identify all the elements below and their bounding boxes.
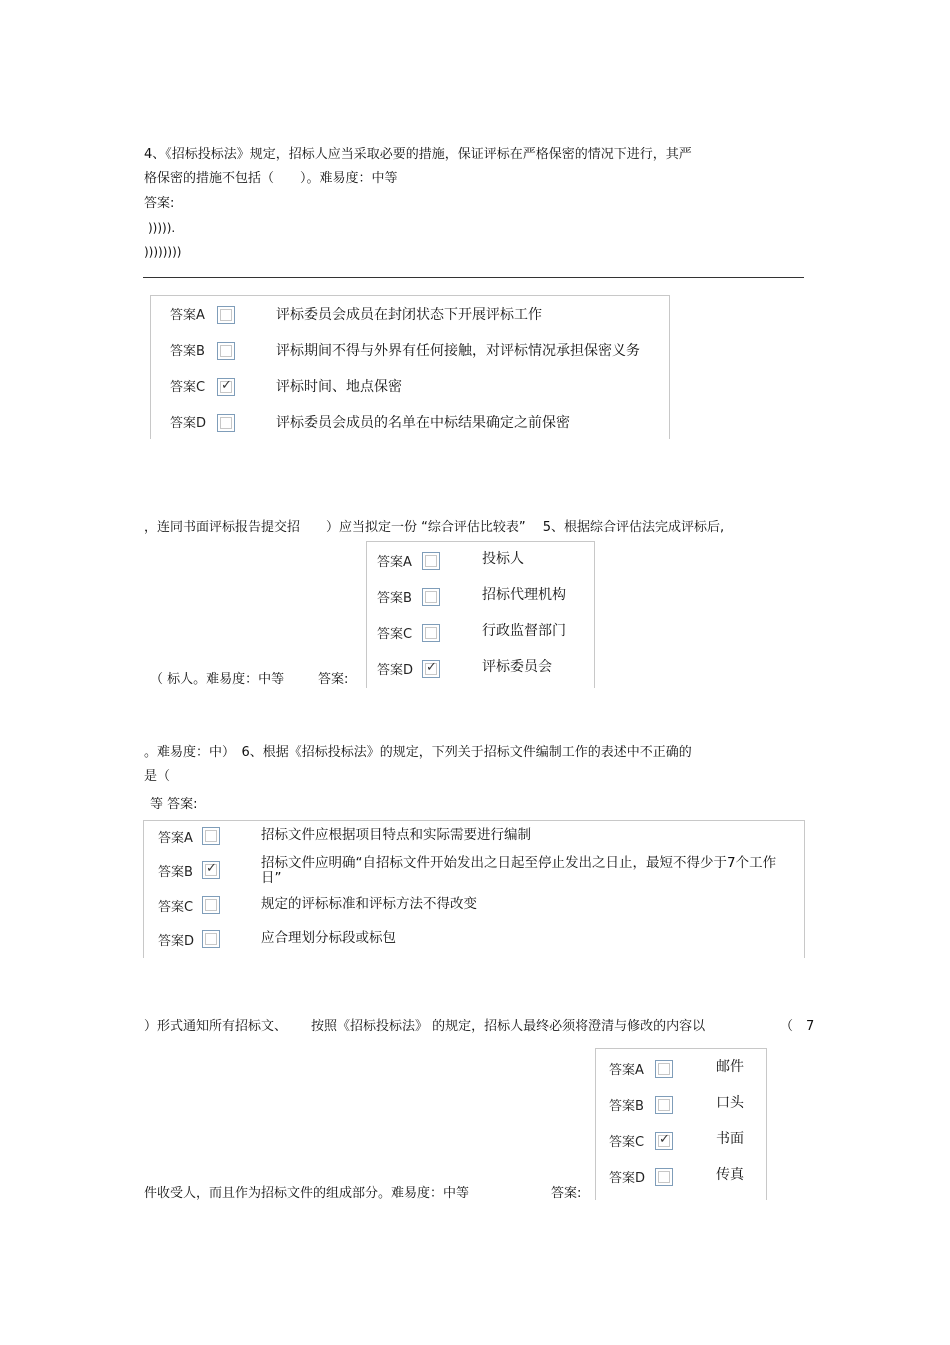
q7-text-line1c: （ 7 bbox=[780, 1019, 815, 1034]
option-label: 答案A bbox=[609, 1063, 644, 1078]
q6-option-d bbox=[144, 926, 804, 958]
q4-options-panel bbox=[150, 295, 670, 439]
q6-text-line2: 是（ bbox=[144, 769, 171, 784]
q6-option-c bbox=[144, 892, 804, 924]
q5-options-panel bbox=[366, 541, 595, 688]
q6-answer-label: 等 答案: bbox=[150, 797, 198, 812]
option-text: 投标人 bbox=[482, 551, 524, 567]
option-label: 答案A bbox=[377, 555, 412, 570]
checkbox-unchecked[interactable] bbox=[202, 827, 220, 845]
option-text: 评标时间、地点保密 bbox=[276, 379, 402, 395]
option-text: 规定的评标标准和评标方法不得改变 bbox=[261, 896, 477, 912]
checkbox-checked[interactable] bbox=[217, 378, 235, 396]
q4-text-line2: 格保密的措施不包括（ ）。难易度：中等 bbox=[144, 171, 398, 186]
option-text: 书面 bbox=[716, 1131, 744, 1147]
q5-option-b bbox=[367, 583, 594, 615]
checkbox-unchecked[interactable] bbox=[422, 588, 440, 606]
checkbox-unchecked[interactable] bbox=[217, 414, 235, 432]
q6-options-panel bbox=[143, 820, 805, 958]
checkbox-unchecked[interactable] bbox=[655, 1096, 673, 1114]
q5-answer-label: 答案: bbox=[318, 672, 349, 687]
q5-option-d bbox=[367, 655, 594, 687]
checkbox-unchecked[interactable] bbox=[655, 1168, 673, 1186]
q7-text-line1b: 按照《招标投标法》 的规定，招标人最终必须将澄清与修改的内容以 bbox=[311, 1019, 706, 1034]
checkbox-unchecked[interactable] bbox=[422, 624, 440, 642]
option-label: 答案B bbox=[170, 344, 205, 359]
option-text: 招标文件应根据项目特点和实际需要进行编制 bbox=[261, 827, 531, 843]
option-text: 应合理划分标段或标包 bbox=[261, 930, 396, 946]
option-text: 评标委员会 bbox=[482, 659, 552, 675]
option-label: 答案D bbox=[377, 663, 414, 678]
option-text: 招标代理机构 bbox=[482, 587, 566, 603]
q7-option-b bbox=[596, 1091, 766, 1123]
checkbox-unchecked[interactable] bbox=[202, 930, 220, 948]
q4-artifact-2: )))))))) bbox=[144, 245, 182, 259]
q4-option-b bbox=[151, 337, 669, 369]
q5-option-a bbox=[367, 547, 594, 579]
option-label: 答案B bbox=[609, 1099, 644, 1114]
check-icon: ✓ bbox=[206, 861, 217, 876]
option-label: 答案B bbox=[158, 865, 193, 880]
option-text: 邮件 bbox=[716, 1059, 744, 1075]
q5-text-line2: （ 标人。难易度：中等 bbox=[150, 672, 285, 687]
checkbox-checked[interactable] bbox=[655, 1132, 673, 1150]
checkbox-unchecked[interactable] bbox=[202, 896, 220, 914]
q4-option-d bbox=[151, 409, 669, 441]
option-label: 答案A bbox=[170, 308, 205, 323]
option-label: 答案A bbox=[158, 831, 193, 846]
option-text-continued: 日” bbox=[261, 870, 282, 886]
q7-option-d bbox=[596, 1163, 766, 1195]
q6-option-b bbox=[144, 855, 804, 891]
q7-text-line1a: ）形式通知所有招标文、 bbox=[144, 1019, 288, 1034]
q4-artifact-1: ))))). bbox=[148, 221, 176, 235]
checkbox-unchecked[interactable] bbox=[217, 306, 235, 324]
checkbox-unchecked[interactable] bbox=[655, 1060, 673, 1078]
option-label: 答案C bbox=[170, 380, 206, 395]
divider-rule bbox=[143, 277, 804, 278]
q4-option-c bbox=[151, 373, 669, 405]
q5-text-line1: ，连同书面评标报告提交招 ）应当拟定一份 “综合评估比较表” 5、根据综合评估法完成评标后, bbox=[144, 520, 725, 535]
option-text: 评标委员会成员在封闭状态下开展评标工作 bbox=[276, 307, 542, 323]
checkbox-unchecked[interactable] bbox=[422, 552, 440, 570]
option-label: 答案D bbox=[609, 1171, 646, 1186]
q7-options-panel bbox=[595, 1048, 767, 1200]
option-text: 招标文件应明确“自招标文件开始发出之日起至停止发出之日止，最短不得少于7个工作 bbox=[261, 855, 777, 871]
q6-option-a bbox=[144, 823, 804, 855]
checkbox-checked[interactable] bbox=[422, 660, 440, 678]
option-text: 传真 bbox=[716, 1167, 744, 1183]
option-label: 答案D bbox=[170, 416, 207, 431]
q4-text-line1: 4、《招标投标法》规定，招标人应当采取必要的措施，保证评标在严格保密的情况下进行，其严 bbox=[144, 147, 692, 162]
option-label: 答案C bbox=[377, 627, 413, 642]
option-label: 答案D bbox=[158, 934, 195, 949]
check-icon: ✓ bbox=[221, 378, 232, 393]
option-label: 答案C bbox=[609, 1135, 645, 1150]
option-text: 评标委员会成员的名单在中标结果确定之前保密 bbox=[276, 415, 570, 431]
check-icon: ✓ bbox=[426, 660, 437, 675]
checkbox-checked[interactable] bbox=[202, 861, 220, 879]
q4-answer-label: 答案: bbox=[144, 196, 175, 211]
option-text: 口头 bbox=[716, 1095, 744, 1111]
q7-option-a bbox=[596, 1055, 766, 1087]
option-text: 行政监督部门 bbox=[482, 623, 566, 639]
q7-option-c bbox=[596, 1127, 766, 1159]
q4-option-a bbox=[151, 301, 669, 333]
option-label: 答案B bbox=[377, 591, 412, 606]
q6-text-line1: 。难易度：中） 6、根据《招标投标法》的规定，下列关于招标文件编制工作的表述中不正确的 bbox=[144, 745, 692, 760]
option-label: 答案C bbox=[158, 900, 194, 915]
q5-option-c bbox=[367, 619, 594, 651]
checkbox-unchecked[interactable] bbox=[217, 342, 235, 360]
q7-answer-label: 答案: bbox=[551, 1186, 582, 1201]
q7-text-line2: 件收受人，而且作为招标文件的组成部分。难易度：中等 bbox=[144, 1186, 470, 1201]
check-icon: ✓ bbox=[659, 1132, 670, 1147]
option-text: 评标期间不得与外界有任何接触，对评标情况承担保密义务 bbox=[276, 343, 640, 359]
